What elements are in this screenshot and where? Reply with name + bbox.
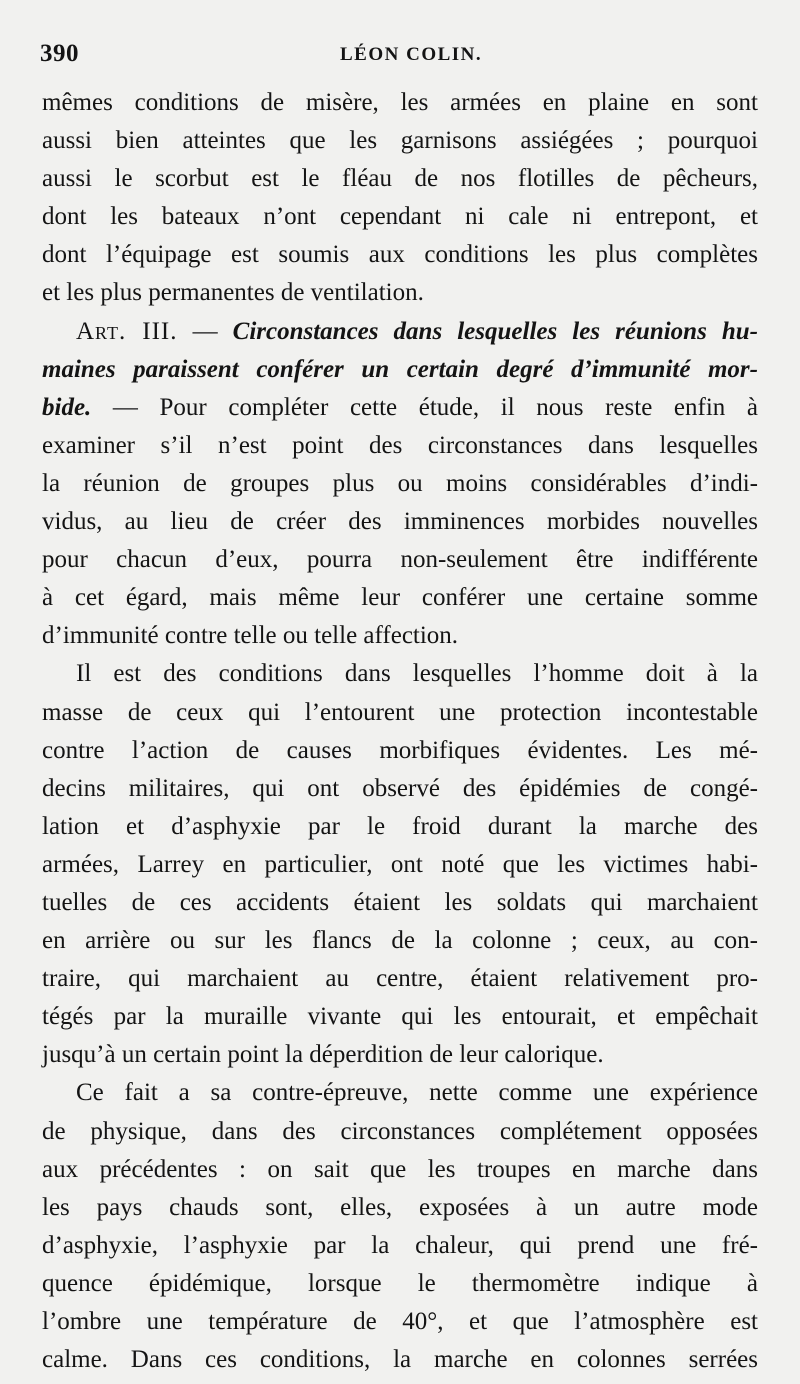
section-heading-line xyxy=(42,351,758,389)
section-title: Circonstances dans lesquelles les réunions hu- xyxy=(232,317,759,345)
section-title: bide. xyxy=(42,393,92,421)
text-line: aussi le scorbut est le fléau de nos flotilles de pêcheurs, xyxy=(42,165,758,193)
article-label: Art. III. xyxy=(76,317,178,345)
text-line: aux précédentes : on sait que les troupes en marche dans xyxy=(42,1155,758,1183)
text-line: lation et d’asphyxie par le froid durant la marche des xyxy=(42,812,758,840)
page-number: 390 xyxy=(40,40,79,67)
text-line: quence épidémique, lorsque le thermomètre indique à xyxy=(42,1269,758,1297)
text-line: les pays chauds sont, elles, exposées à un autre mode xyxy=(42,1193,758,1221)
text-line: d’asphyxie, l’asphyxie par la chaleur, qui prend une fré- xyxy=(42,1231,758,1259)
section-heading-line xyxy=(42,313,758,351)
text-line: et les plus permanentes de ventilation. xyxy=(42,279,424,307)
text-line: vidus, au lieu de créer des imminences morbides nouvelles xyxy=(42,508,758,536)
text-line: jusqu’à un certain point la déperdition de leur calorique. xyxy=(42,1041,604,1069)
text-line: contre l’action de causes morbifiques évidentes. Les mé- xyxy=(42,736,758,764)
text-line: tuelles de ces accidents étaient les soldats qui marchaient xyxy=(42,888,758,916)
text-line: mêmes conditions de misère, les armées en plaine en sont xyxy=(42,89,758,116)
running-head xyxy=(40,40,760,76)
text-line: Ce fait a sa contre-épreuve, nette comme une expérience xyxy=(76,1079,758,1107)
running-title: LÉON COLIN. xyxy=(340,44,483,65)
text-line: armées, Larrey en particulier, ont noté que les victimes habi- xyxy=(42,850,758,878)
section-heading-line xyxy=(42,389,758,427)
text-line: la réunion de groupes plus ou moins considérables d’indi- xyxy=(42,469,758,497)
text-line: à cet égard, mais même leur conférer une certaine somme xyxy=(42,584,758,612)
text-line: pour chacun d’eux, pourra non-seulement être indifférente xyxy=(42,546,758,574)
text-line: aussi bien atteintes que les garnisons assiégées ; pourquoi xyxy=(42,127,758,155)
text-line: examiner s’il n’est point des circonstances dans lesquelles xyxy=(42,431,758,459)
text-line: d’immunité contre telle ou telle affection. xyxy=(42,622,459,650)
text-line: Il est des conditions dans lesquelles l’homme doit à la xyxy=(76,660,758,688)
text-line: dont l’équipage est soumis aux conditions les plus complètes xyxy=(42,241,758,269)
text-line: de physique, dans des circonstances complétement opposées xyxy=(42,1117,758,1145)
text-line: traire, qui marchaient au centre, étaient relativement pro- xyxy=(42,965,758,993)
section-title: maines paraissent conférer un certain degré d’immunité mor- xyxy=(42,355,758,383)
text-line: calme. Dans ces conditions, la marche en colonnes serrées xyxy=(42,1346,758,1374)
text-line: decins militaires, qui ont observé des épidémies de congé- xyxy=(42,774,758,802)
text-line: masse de ceux qui l’entourent une protection incontestable xyxy=(42,698,758,726)
heading-dash: — xyxy=(177,317,233,345)
text-line-rest: — Pour compléter cette étude, il nous reste enfin à xyxy=(91,393,758,421)
body-text xyxy=(42,84,758,1379)
text-line: dont les bateaux n’ont cependant ni cale ni entrepont, et xyxy=(42,203,758,231)
text-line: tégés par la muraille vivante qui les entourait, et empêchait xyxy=(42,1003,758,1031)
text-line: en arrière ou sur les flancs de la colonne ; ceux, au con- xyxy=(42,927,758,955)
text-line: l’ombre une température de 40°, et que l’atmosphère est xyxy=(42,1308,758,1335)
